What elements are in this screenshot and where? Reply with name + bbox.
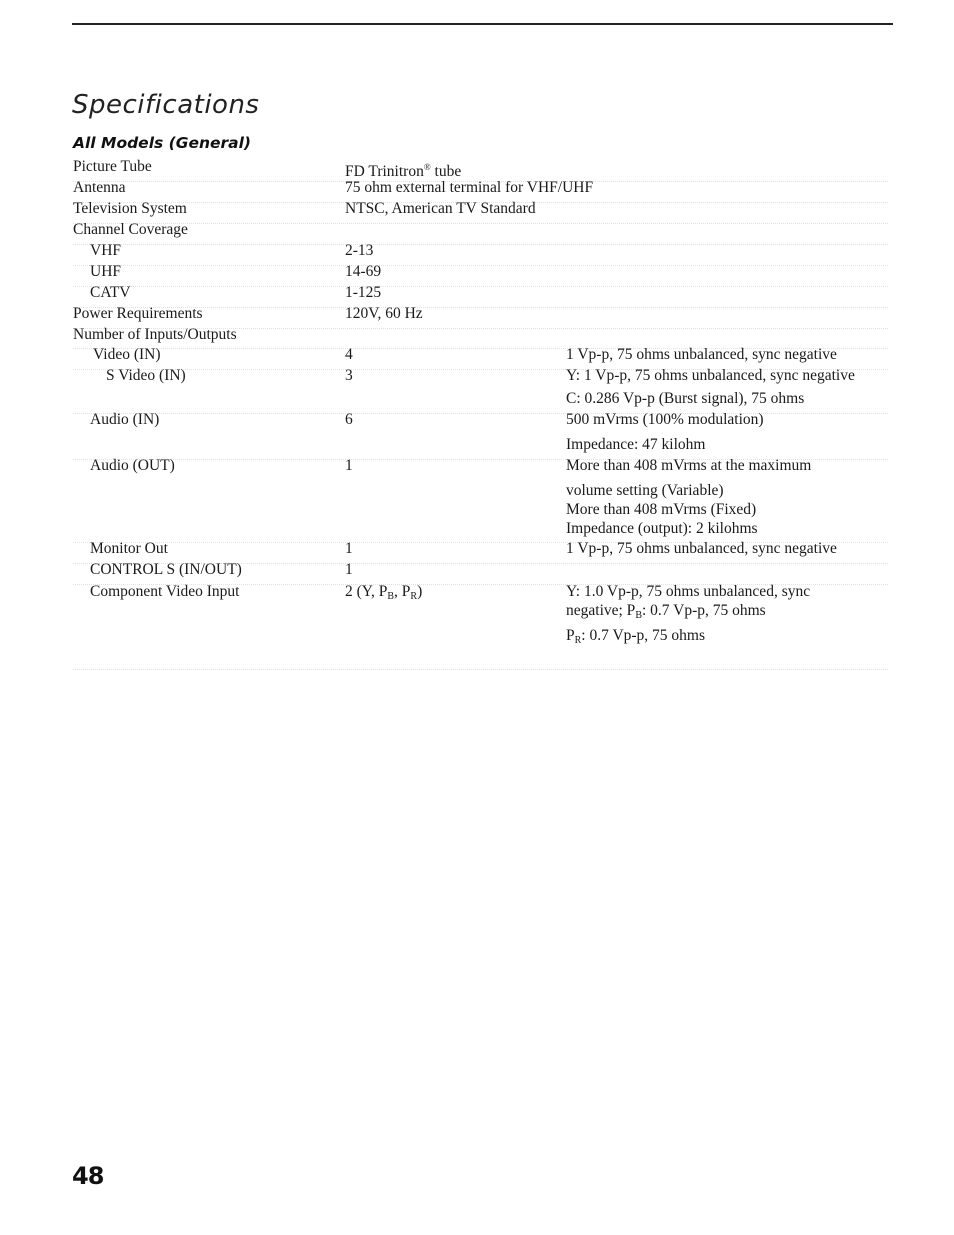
page-number: 48 (72, 1162, 104, 1190)
spec-value: FD Trinitron® tube (345, 162, 462, 180)
spec-sublabel: Component Video Input (90, 583, 240, 600)
spec-detail: More than 408 mVrms at the maximum (566, 457, 812, 474)
spec-value: 1-125 (345, 284, 382, 301)
spec-label: Channel Coverage (73, 221, 188, 238)
registered-mark: ® (423, 162, 431, 172)
spec-label: Antenna (73, 179, 126, 196)
spec-detail: More than 408 mVrms (Fixed) (566, 501, 757, 518)
section-heading: All Models (General) (73, 134, 252, 152)
spec-detail: 500 mVrms (100% modulation) (566, 411, 764, 428)
row-separator (73, 265, 888, 266)
spec-value: 14-69 (345, 263, 382, 280)
spec-value: 120V, 60 Hz (345, 305, 423, 322)
spec-sublabel: Audio (IN) (90, 411, 160, 428)
spec-value: 2-13 (345, 242, 374, 259)
spec-detail: Y: 1 Vp-p, 75 ohms unbalanced, sync negative (566, 367, 855, 384)
row-separator (73, 223, 888, 224)
spec-value: NTSC, American TV Standard (345, 200, 536, 217)
spec-count: 1 (345, 457, 353, 474)
spec-sublabel: Monitor Out (90, 540, 168, 557)
page-title: Specifications (72, 90, 260, 120)
top-rule (72, 23, 893, 25)
spec-detail: volume setting (Variable) (566, 482, 724, 499)
spec-count: 6 (345, 411, 353, 428)
spec-detail: 1 Vp-p, 75 ohms unbalanced, sync negative (566, 540, 837, 557)
spec-detail: 1 Vp-p, 75 ohms unbalanced, sync negative (566, 346, 837, 363)
spec-label: Power Requirements (73, 305, 203, 322)
spec-sublabel: CATV (90, 284, 131, 301)
spec-count: 1 (345, 540, 353, 557)
spec-sublabel: UHF (90, 263, 122, 280)
spec-detail: $P_R$: 0.7 Vp-p, 75 ohms (566, 627, 706, 646)
spec-count: 1 (345, 561, 353, 578)
row-separator (73, 413, 888, 414)
spec-sublabel: S Video (IN) (106, 367, 186, 384)
spec-detail: Y: 1.0 Vp-p, 75 ohms unbalanced, sync (566, 583, 811, 600)
spec-label: Television System (73, 200, 187, 217)
spec-detail: Impedance (output): 2 kilohms (566, 520, 758, 537)
spec-count: 2 (Y, $P_B$, $P_R$) (345, 583, 423, 602)
spec-value: 75 ohm external terminal for VHF/UHF (345, 179, 594, 196)
spec-label: Number of Inputs/Outputs (73, 326, 237, 343)
spec-sublabel: VHF (90, 242, 122, 259)
spec-detail: C: 0.286 Vp-p (Burst signal), 75 ohms (566, 390, 805, 407)
spec-sublabel: Audio (OUT) (90, 457, 175, 474)
spec-sublabel: CONTROL S (IN/OUT) (90, 561, 242, 578)
spec-detail: negative; $P_B$: 0.7 Vp-p, 75 ohms (566, 602, 766, 621)
spec-label: Picture Tube (73, 158, 152, 175)
spec-detail: Impedance: 47 kilohm (566, 436, 706, 453)
row-separator (73, 669, 888, 670)
spec-sublabel: Video (IN) (93, 346, 161, 363)
spec-count: 4 (345, 346, 353, 363)
row-separator (73, 286, 888, 287)
spec-count: 3 (345, 367, 353, 384)
row-separator (73, 244, 888, 245)
